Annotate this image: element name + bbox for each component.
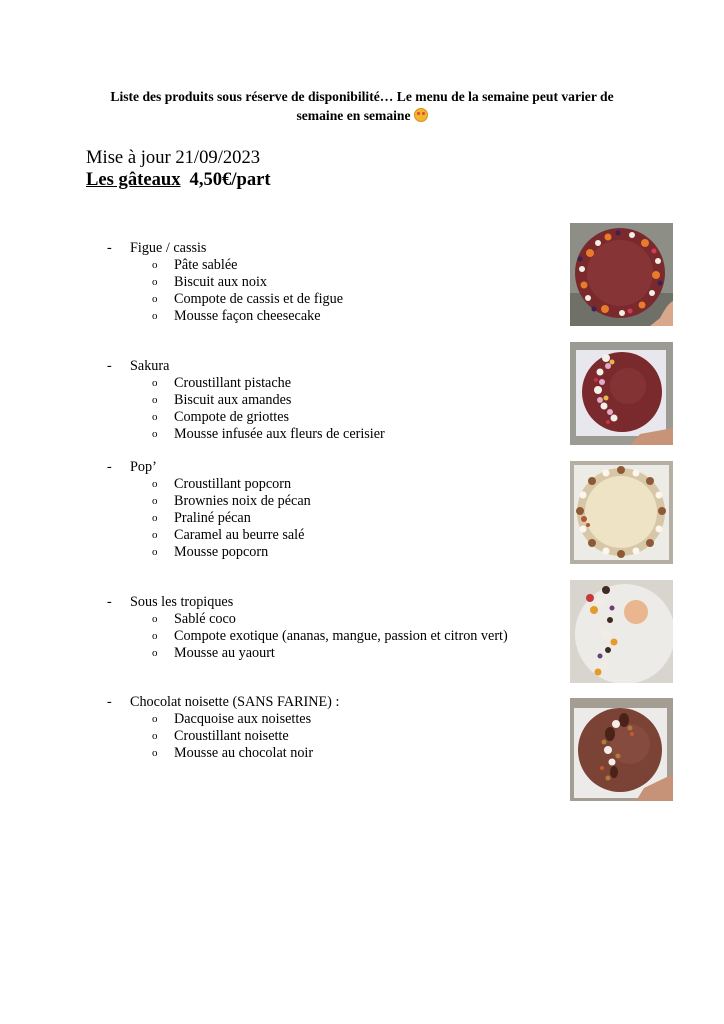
ingredient-item: o Croustillant noisette bbox=[152, 727, 289, 744]
notice-line-1: Liste des produits sous réserve de disponibilité… Le menu de la semaine peut varier de bbox=[110, 89, 614, 104]
list-dash: - bbox=[107, 459, 112, 475]
update-date: Mise à jour 21/09/2023 bbox=[86, 147, 261, 168]
ingredient-item: o Compote de griottes bbox=[152, 408, 290, 425]
circle-bullet-icon: o bbox=[152, 545, 158, 558]
cake-photo-sous-les-tropiques bbox=[570, 580, 673, 683]
ingredient-item: o Biscuit aux amandes bbox=[152, 391, 292, 408]
ingredient-item: o Brownies noix de pécan bbox=[152, 492, 311, 509]
ingredient-item: o Mousse infusée aux fleurs de cerisier bbox=[152, 425, 385, 442]
circle-bullet-icon: o bbox=[152, 309, 158, 322]
cake-name: Figue / cassis bbox=[130, 240, 207, 256]
ingredient-item: o Compote de cassis et de figue bbox=[152, 290, 344, 307]
circle-bullet-icon: o bbox=[152, 377, 158, 389]
ingredient-item: o Biscuit aux noix bbox=[152, 273, 268, 290]
ingredient-item: o Dacquoise aux noisettes bbox=[152, 711, 312, 727]
list-dash: - bbox=[107, 358, 112, 374]
smiling-face-emoji-icon bbox=[414, 108, 428, 122]
ingredient-item: o Mousse au chocolat noir bbox=[152, 744, 314, 761]
circle-bullet-icon: o bbox=[152, 478, 158, 490]
list-dash: - bbox=[107, 240, 112, 256]
circle-bullet-icon: o bbox=[152, 746, 158, 759]
ingredient-list bbox=[152, 711, 313, 762]
circle-bullet-icon: o bbox=[152, 275, 158, 288]
circle-bullet-icon: o bbox=[152, 629, 158, 642]
ingredient-item: o Croustillant pistache bbox=[152, 375, 292, 391]
ingredient-list bbox=[152, 611, 508, 662]
circle-bullet-icon: o bbox=[152, 511, 158, 524]
availability-notice bbox=[80, 87, 644, 125]
cake-photo-figue-cassis bbox=[570, 223, 673, 326]
ingredient-item: o Compote exotique (ananas, mangue, passion et citron vert) bbox=[152, 627, 508, 644]
section-price: 4,50€/part bbox=[189, 169, 271, 190]
ingredient-list bbox=[152, 375, 385, 443]
list-dash: - bbox=[107, 694, 112, 710]
section-heading bbox=[86, 169, 271, 191]
circle-bullet-icon: o bbox=[152, 410, 158, 423]
ingredient-item: o Caramel au beurre salé bbox=[152, 526, 305, 543]
circle-bullet-icon: o bbox=[152, 393, 158, 406]
list-dash: - bbox=[107, 594, 112, 610]
section-title: Les gâteaux bbox=[86, 169, 181, 190]
cake-name: Pop’ bbox=[130, 459, 157, 475]
cake-photo-chocolat-noisette bbox=[570, 698, 673, 801]
circle-bullet-icon: o bbox=[152, 646, 158, 659]
cake-photo-pop bbox=[570, 461, 673, 564]
circle-bullet-icon: o bbox=[152, 292, 158, 305]
circle-bullet-icon: o bbox=[152, 613, 158, 625]
cake-name: Sous les tropiques bbox=[130, 594, 234, 610]
ingredient-list bbox=[152, 476, 311, 561]
circle-bullet-icon: o bbox=[152, 427, 158, 440]
circle-bullet-icon: o bbox=[152, 259, 158, 271]
circle-bullet-icon: o bbox=[152, 729, 158, 742]
cake-name: Sakura bbox=[130, 358, 170, 374]
cake-name: Chocolat noisette (SANS FARINE) : bbox=[130, 694, 340, 710]
ingredient-list bbox=[152, 257, 343, 325]
ingredient-item: o Mousse façon cheesecake bbox=[152, 307, 321, 324]
cake-photo-sakura bbox=[570, 342, 673, 445]
ingredient-item: o Mousse au yaourt bbox=[152, 644, 275, 661]
notice-line-2: semaine en semaine bbox=[296, 108, 411, 123]
ingredient-item: o Croustillant popcorn bbox=[152, 476, 292, 492]
circle-bullet-icon: o bbox=[152, 713, 158, 725]
ingredient-item: o Sablé coco bbox=[152, 611, 236, 627]
circle-bullet-icon: o bbox=[152, 528, 158, 541]
ingredient-item: o Mousse popcorn bbox=[152, 543, 269, 560]
circle-bullet-icon: o bbox=[152, 494, 158, 507]
ingredient-item: o Praliné pécan bbox=[152, 509, 251, 526]
ingredient-item: o Pâte sablée bbox=[152, 257, 238, 273]
